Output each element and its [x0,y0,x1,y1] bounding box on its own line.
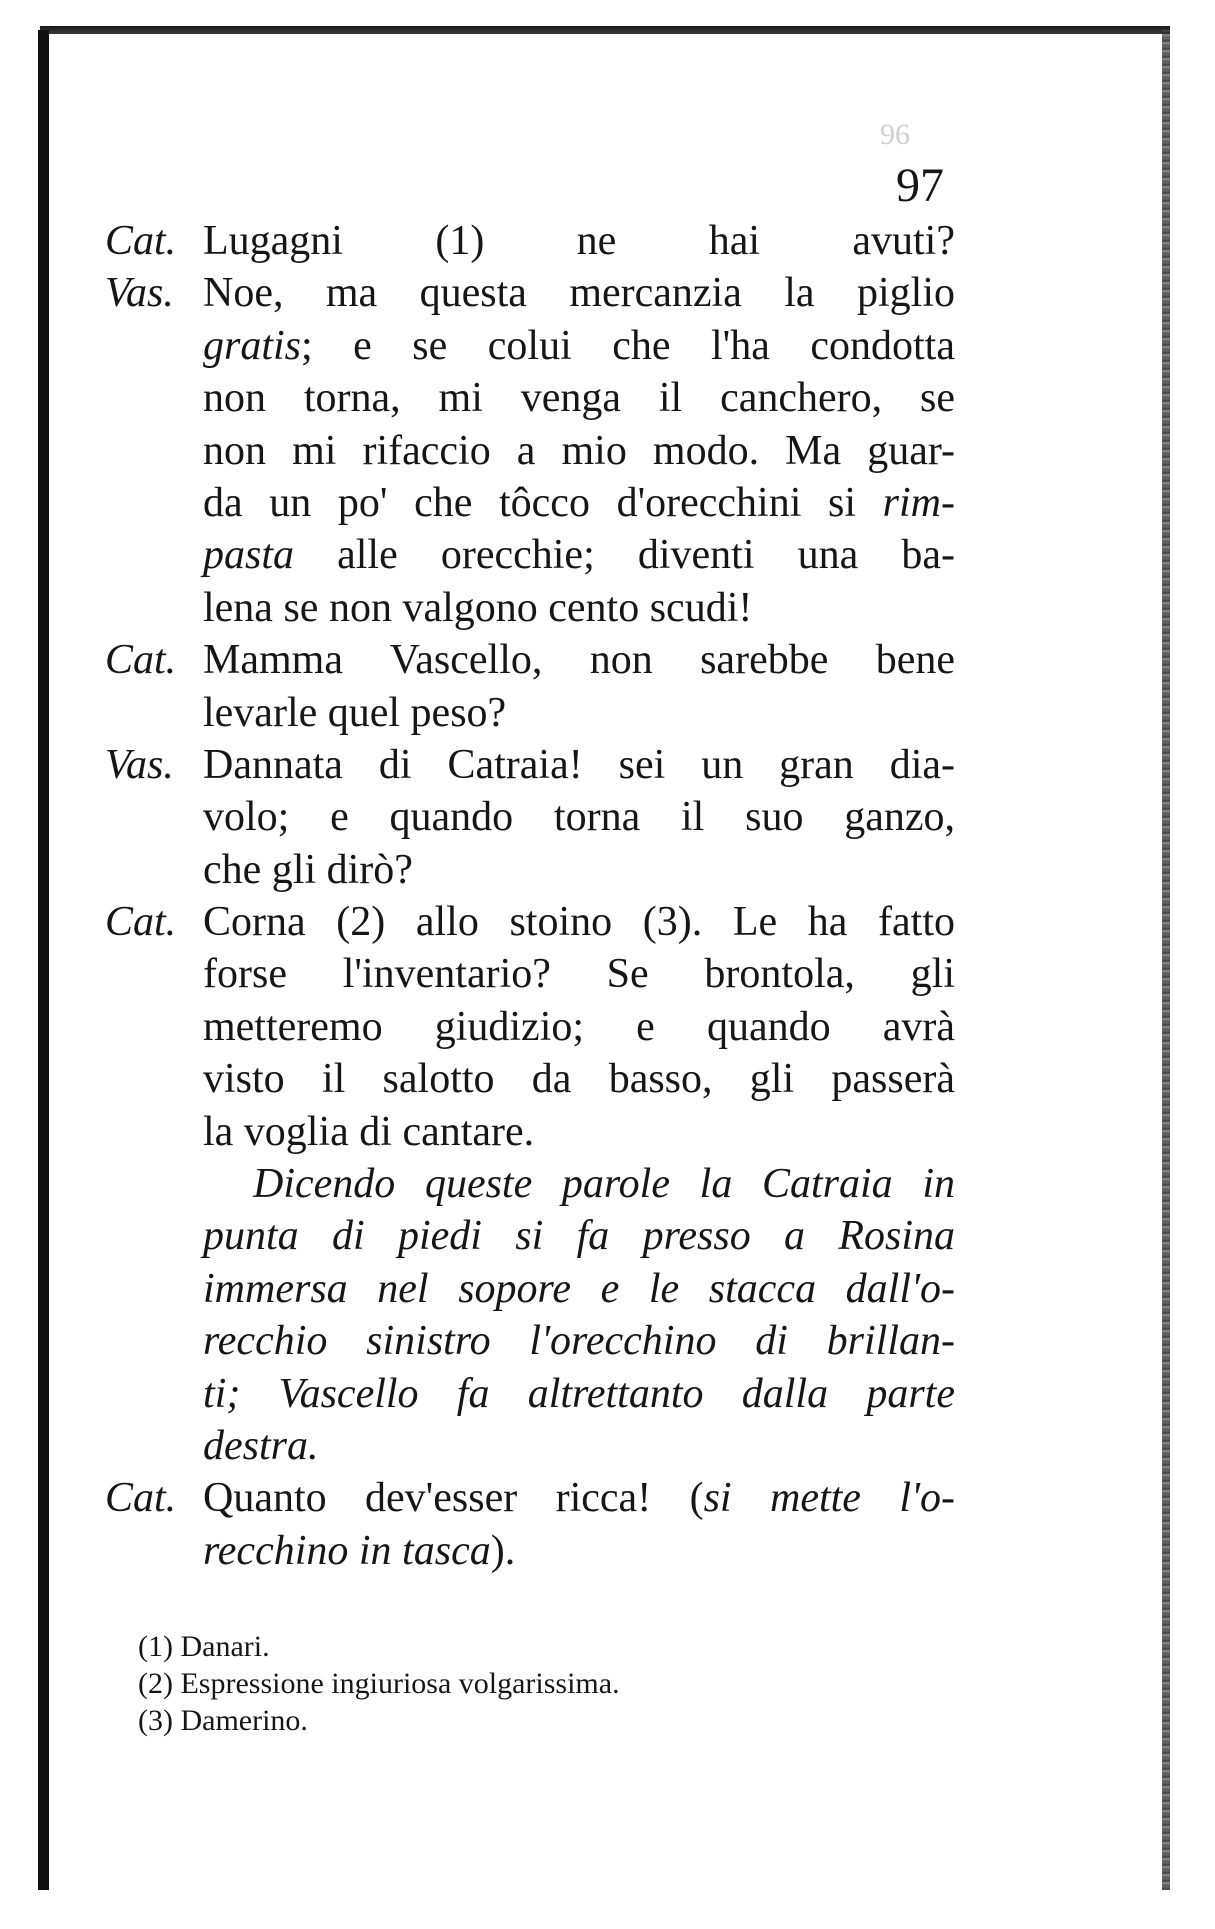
speech-text [203,1472,955,1524]
text-segment: forse l'inventario? Se brontola, gli [203,951,955,998]
speech-text [203,1053,955,1105]
text-segment: non torna, mi venga il canchero, se [203,375,955,422]
speech-text [203,582,955,634]
italic-segment: Dicendo queste parole la Catraia in [253,1161,955,1208]
page-border-top [40,26,1170,34]
footnote: (1) Danari. [138,1630,270,1663]
dialogue-text [105,215,955,1577]
text-segment: volo; e quando torna il suo ganzo, [203,794,955,841]
speech-text [203,1368,955,1420]
footnote: (3) Damerino. [138,1704,308,1737]
speech-text [203,687,955,739]
speech-text [203,791,955,843]
speaker-label: Vas. [105,741,174,788]
text-line [105,844,955,896]
speech-text [203,267,955,319]
text-segment: la voglia di cantare. [203,1108,535,1155]
speech-text [203,1001,955,1053]
italic-segment: punta di piedi si fa presso a Rosina [203,1213,955,1260]
text-line [105,425,955,477]
italic-segment: gratis [203,322,302,369]
text-line [105,320,955,372]
speaker-label: Cat. [105,899,177,946]
text-line [105,529,955,581]
text-segment: metteremo giudizio; e quando avrà [203,1003,955,1050]
text-line [105,1368,955,1420]
text-segment: che gli dirò? [203,846,413,893]
text-line [105,948,955,1000]
text-segment: da un po' che tôcco d'orecchini si [203,479,883,526]
text-segment: Lugagni (1) ne hai avuti? [203,218,955,264]
speaker-label: Cat. [105,218,177,264]
italic-segment: immersa nel sopore e le stacca dall'o- [203,1265,955,1312]
text-segment: alle orecchie; diventi una ba- [294,532,955,579]
footnotes [138,1628,838,1739]
speech-text [203,896,955,948]
speech-text [203,1106,955,1158]
speech-text [203,1420,955,1472]
text-segment: Corna (2) allo stoino (3). Le ha fatto [203,899,955,946]
text-line [105,582,955,634]
text-line [105,1158,955,1210]
text-line [105,739,955,791]
speaker-label: Vas. [105,270,174,317]
text-line [105,634,955,686]
speech-text [203,1158,955,1210]
speech-text [203,320,955,372]
text-line [105,477,955,529]
text-segment: levarle quel peso? [203,689,507,736]
text-line [105,687,955,739]
text-line [105,267,955,319]
speech-text [203,1315,955,1367]
page-border-left [38,30,49,1890]
text-segment: Dannata di Catraia! sei un gran dia- [203,741,955,788]
speaker-label: Cat. [105,637,177,684]
text-line [105,1263,955,1315]
speech-text [203,1525,955,1577]
text-segment: Quanto dev'esser ricca! ( [203,1475,704,1522]
page-border-right [1162,30,1170,1890]
text-line [105,896,955,948]
text-segment: Mamma Vascello, non sarebbe bene [203,637,955,684]
page-number: 97 [896,159,944,212]
speech-text [203,425,955,477]
text-line [105,1315,955,1367]
speech-text [203,1263,955,1315]
italic-segment: ti; Vascello fa altrettanto dalla parte [203,1370,955,1417]
speech-text [203,215,955,267]
text-line [105,1106,955,1158]
speech-text [203,477,955,529]
text-line [105,1525,955,1577]
text-line [105,1420,955,1472]
text-line [105,372,955,424]
text-line [105,215,955,267]
italic-segment: recchio sinistro l'orecchino di brillan- [203,1318,955,1365]
text-segment: ). [490,1527,516,1574]
text-segment: non mi rifaccio a mio modo. Ma guar- [203,427,955,474]
text-line [105,791,955,843]
text-line [105,1210,955,1262]
text-line [105,1472,955,1524]
speech-text [203,739,955,791]
speech-text [203,948,955,1000]
speech-text [203,529,955,581]
text-segment: Noe, ma questa mercanzia la piglio [203,270,955,317]
text-segment: visto il salotto da basso, gli passerà [203,1056,955,1103]
text-line [105,1001,955,1053]
italic-segment: destra. [203,1422,319,1469]
speech-text [203,372,955,424]
bleed-through-page-number: 96 [880,118,910,151]
speech-text [203,1210,955,1262]
italic-segment: recchino in tasca [203,1527,491,1574]
footnote: (2) Espressione ingiuriosa volgarissima. [138,1667,620,1700]
text-segment: lena se non valgono cento scudi! [203,584,753,631]
italic-segment: rim- [882,479,955,526]
speech-text [203,844,955,896]
speech-text [203,634,955,686]
text-segment: ; e se colui che l'ha condotta [301,322,955,369]
italic-segment: si mette l'o- [703,1475,955,1522]
speaker-label: Cat. [105,1475,177,1522]
italic-segment: pasta [203,532,295,579]
text-line [105,1053,955,1105]
